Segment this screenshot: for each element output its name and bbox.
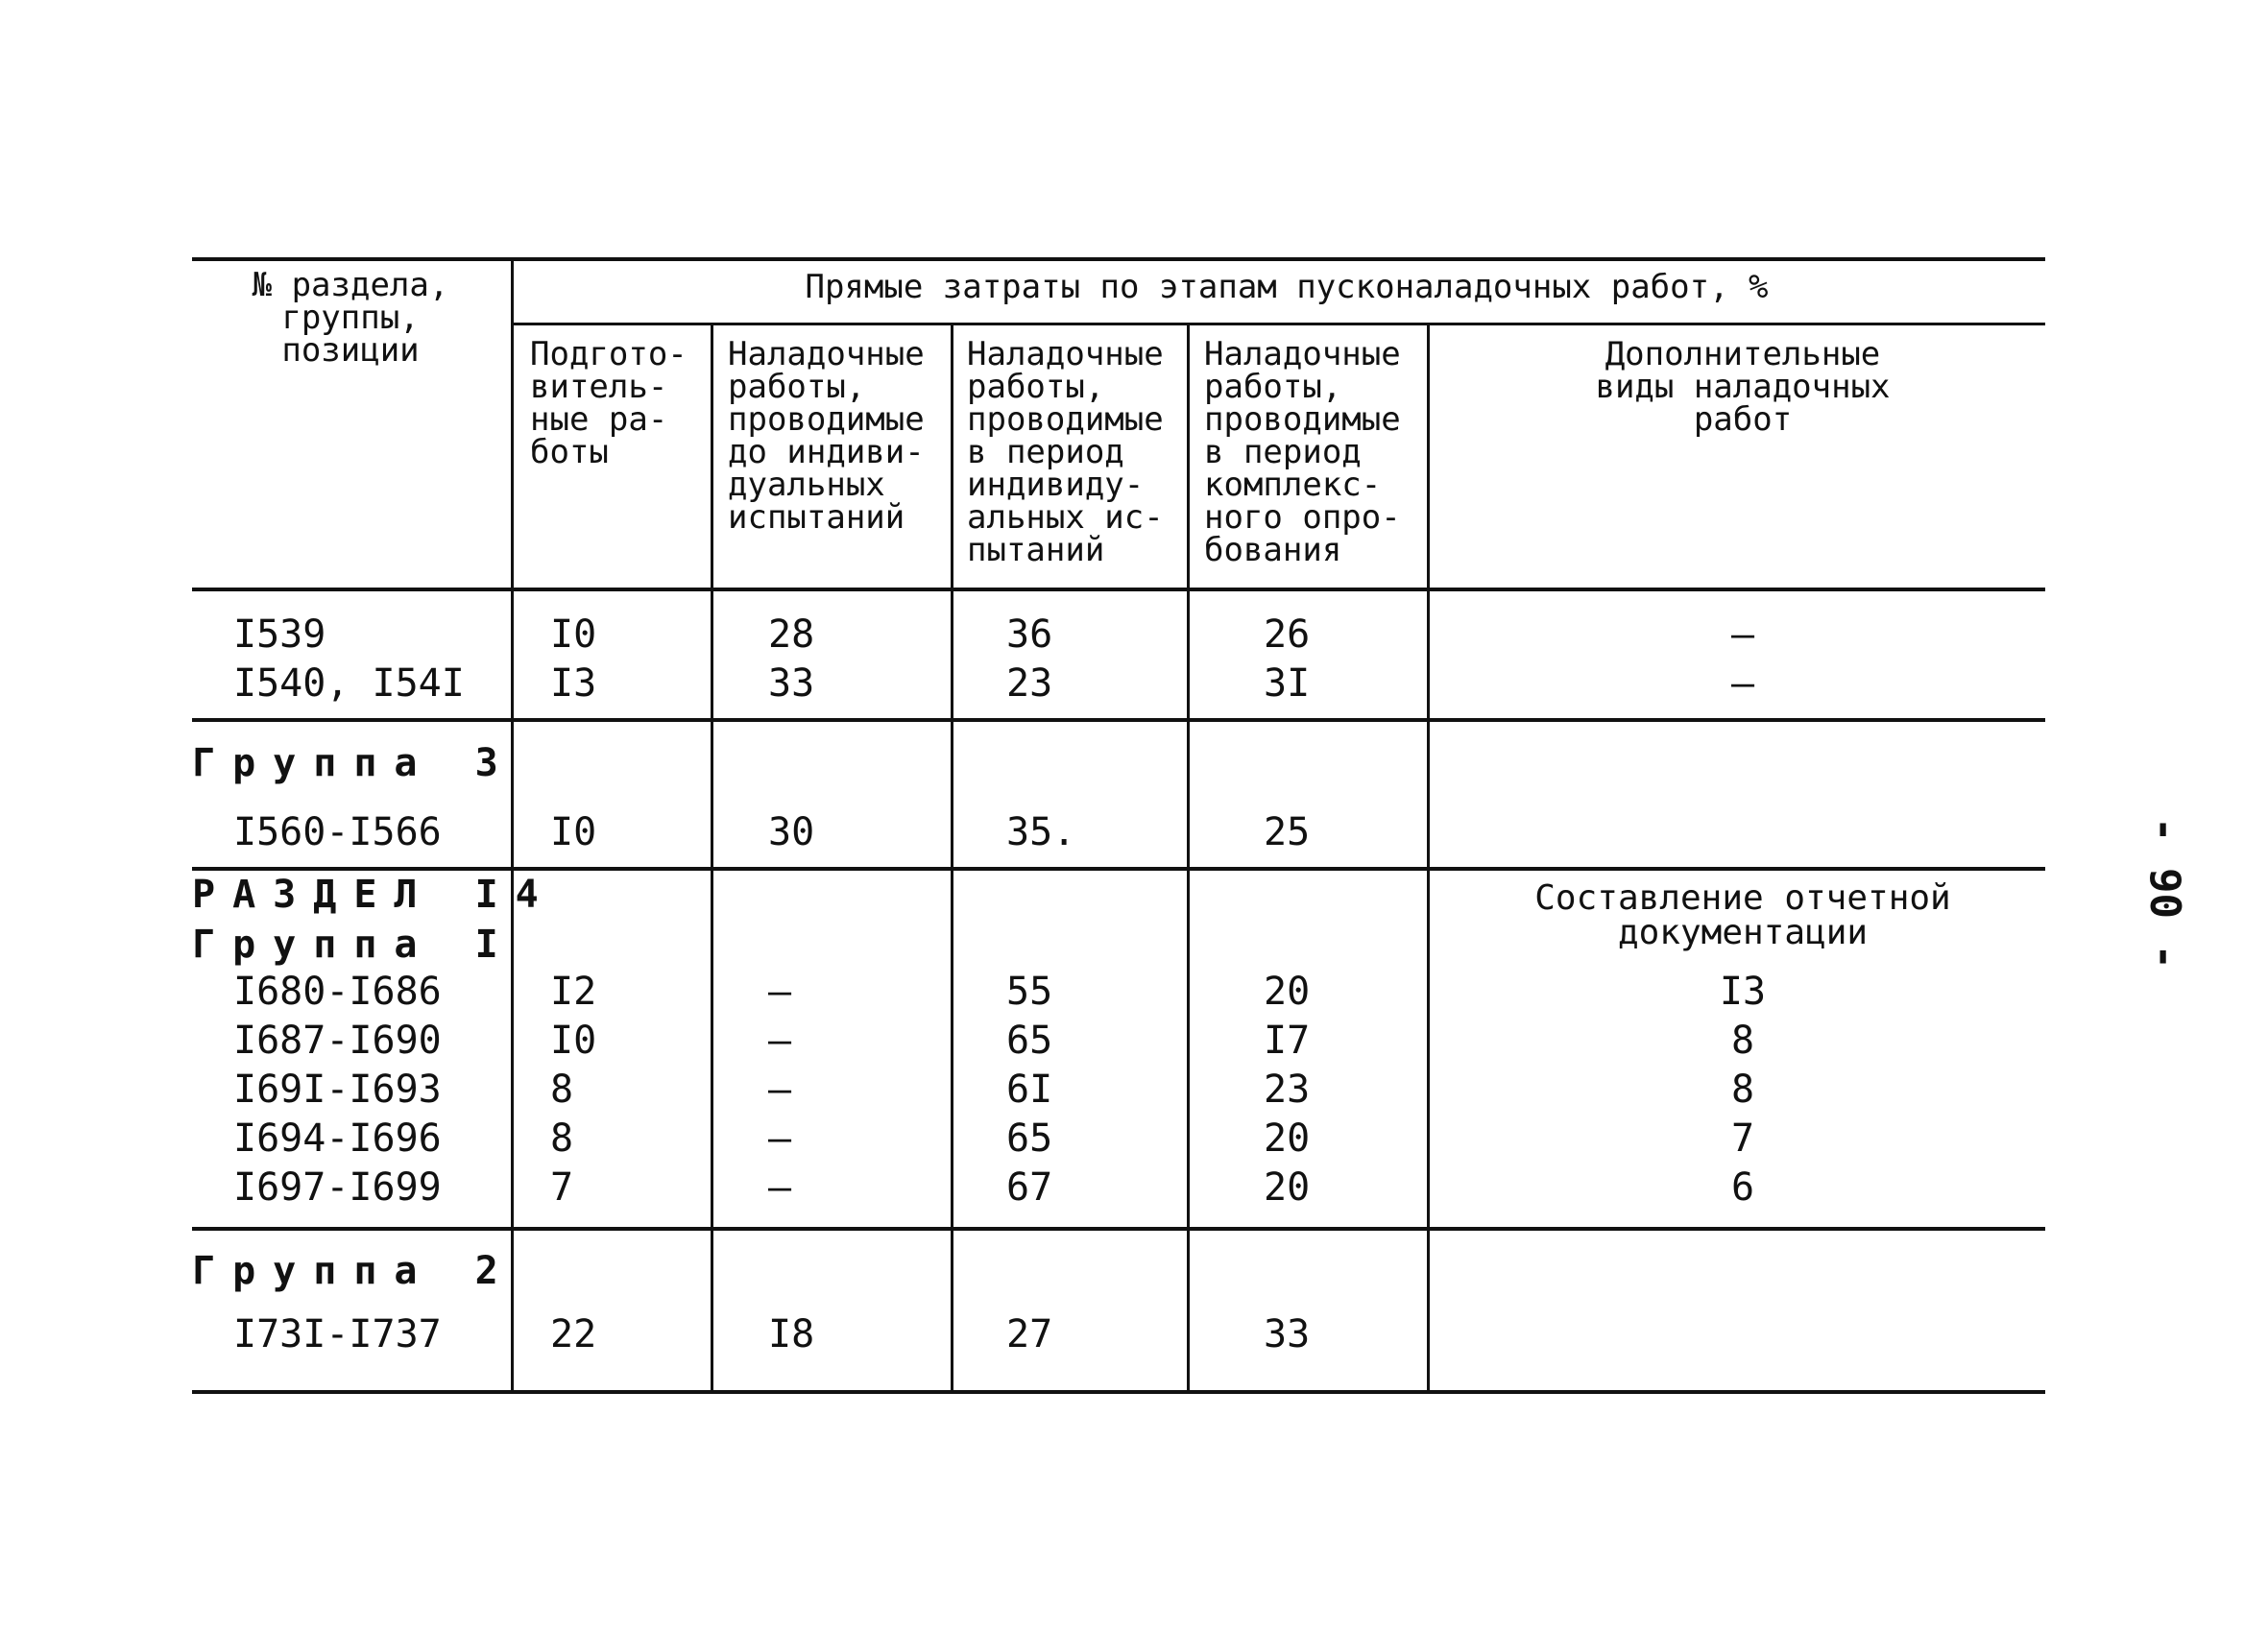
row-position: I540, I54I <box>233 661 465 706</box>
row-value-preparatory: I0 <box>550 810 597 854</box>
row-value-additional: I3 <box>1719 970 1767 1014</box>
row-value-additional: – <box>1730 661 1755 706</box>
row-value-before-individual: 30 <box>768 810 815 854</box>
col-divider-4 <box>1187 323 1190 1392</box>
row-value-during-complex: 23 <box>1264 1068 1311 1112</box>
row-position: I687-I690 <box>233 1019 442 1063</box>
row-value-during-individual: 55 <box>1006 970 1053 1014</box>
row-value-preparatory: 8 <box>550 1068 574 1112</box>
header-bottom-rule <box>192 588 2045 591</box>
row-value-during-complex: 20 <box>1264 970 1311 1014</box>
row-value-before-individual: – <box>768 1116 792 1161</box>
row-position: I539 <box>233 612 326 657</box>
block3-bottom-rule <box>192 1227 2045 1231</box>
row-value-during-complex: 26 <box>1264 612 1311 657</box>
col-divider-2 <box>711 323 713 1392</box>
row-value-preparatory: 7 <box>550 1165 574 1210</box>
col-divider-1 <box>511 257 514 1392</box>
block2-bottom-rule <box>192 867 2045 871</box>
header-position-number: № раздела, группы, позиции <box>252 266 449 370</box>
row-value-during-complex: 33 <box>1264 1312 1311 1356</box>
additional-works-note: Составление отчетной документации <box>1534 878 1951 952</box>
row-value-during-complex: 25 <box>1264 810 1311 854</box>
row-position: I680-I686 <box>233 970 442 1014</box>
row-value-during-individual: 6I <box>1006 1068 1053 1112</box>
row-value-additional: 7 <box>1730 1116 1755 1161</box>
row-position: I560-I566 <box>233 810 442 854</box>
header-before-individual-tests: Наладочные работы, проводимые до индиви- дуальных испытаний <box>728 335 925 537</box>
row-position: I694-I696 <box>233 1116 442 1161</box>
row-value-additional: 8 <box>1730 1019 1755 1063</box>
row-value-before-individual: – <box>768 1068 792 1112</box>
row-value-during-individual: 35. <box>1006 810 1076 854</box>
row-value-during-complex: 20 <box>1264 1165 1311 1210</box>
row-value-during-individual: 23 <box>1006 661 1053 706</box>
row-value-additional: 8 <box>1730 1068 1755 1112</box>
row-value-during-individual: 36 <box>1006 612 1053 657</box>
row-value-preparatory: I3 <box>550 661 597 706</box>
header-during-complex-testing: Наладочные работы, проводимые в период комплекс- ного опро- бования <box>1204 335 1401 569</box>
col-divider-3 <box>951 323 953 1392</box>
table-bottom-rule <box>192 1390 2045 1394</box>
row-value-additional: 6 <box>1730 1165 1755 1210</box>
header-span-title: Прямые затраты по этапам пусконаладочных работ, % <box>805 268 1769 306</box>
row-value-during-individual: 27 <box>1006 1312 1053 1356</box>
header-during-individual-tests: Наладочные работы, проводимые в период индивиду- альных ис- пытаний <box>967 335 1164 569</box>
group-label: Группа I <box>192 923 516 967</box>
row-value-preparatory: I0 <box>550 1019 597 1063</box>
row-value-preparatory: I0 <box>550 612 597 657</box>
row-value-additional: – <box>1730 612 1755 657</box>
row-value-before-individual: – <box>768 1165 792 1210</box>
row-value-before-individual: 28 <box>768 612 815 657</box>
header-additional-works: Дополнительные виды наладочных работ <box>1595 335 1891 439</box>
row-value-before-individual: – <box>768 970 792 1014</box>
col-divider-5 <box>1427 323 1430 1392</box>
table-top-rule <box>192 257 2045 261</box>
row-value-before-individual: – <box>768 1019 792 1063</box>
row-value-preparatory: 22 <box>550 1312 597 1356</box>
row-position: I69I-I693 <box>233 1068 442 1112</box>
group-label: Группа 3 <box>192 741 516 785</box>
row-position: I697-I699 <box>233 1165 442 1210</box>
row-position: I73I-I737 <box>233 1312 442 1356</box>
row-value-preparatory: I2 <box>550 970 597 1014</box>
row-value-during-complex: I7 <box>1264 1019 1311 1063</box>
row-value-during-individual: 65 <box>1006 1019 1053 1063</box>
row-value-during-individual: 67 <box>1006 1165 1053 1210</box>
page-number: - 90 - <box>2139 817 2189 970</box>
row-value-before-individual: 33 <box>768 661 815 706</box>
row-value-during-complex: 20 <box>1264 1116 1311 1161</box>
group-label: Группа 2 <box>192 1249 516 1293</box>
header-preparatory-works: Подгото- витель- ные ра- боты <box>530 335 688 471</box>
row-value-during-complex: 3I <box>1264 661 1311 706</box>
row-value-before-individual: I8 <box>768 1312 815 1356</box>
row-value-preparatory: 8 <box>550 1116 574 1161</box>
row-value-during-individual: 65 <box>1006 1116 1053 1161</box>
subheader-rule <box>511 323 2045 325</box>
block1-bottom-rule <box>192 718 2045 722</box>
section-label: РАЗДЕЛ I4 <box>192 873 556 917</box>
